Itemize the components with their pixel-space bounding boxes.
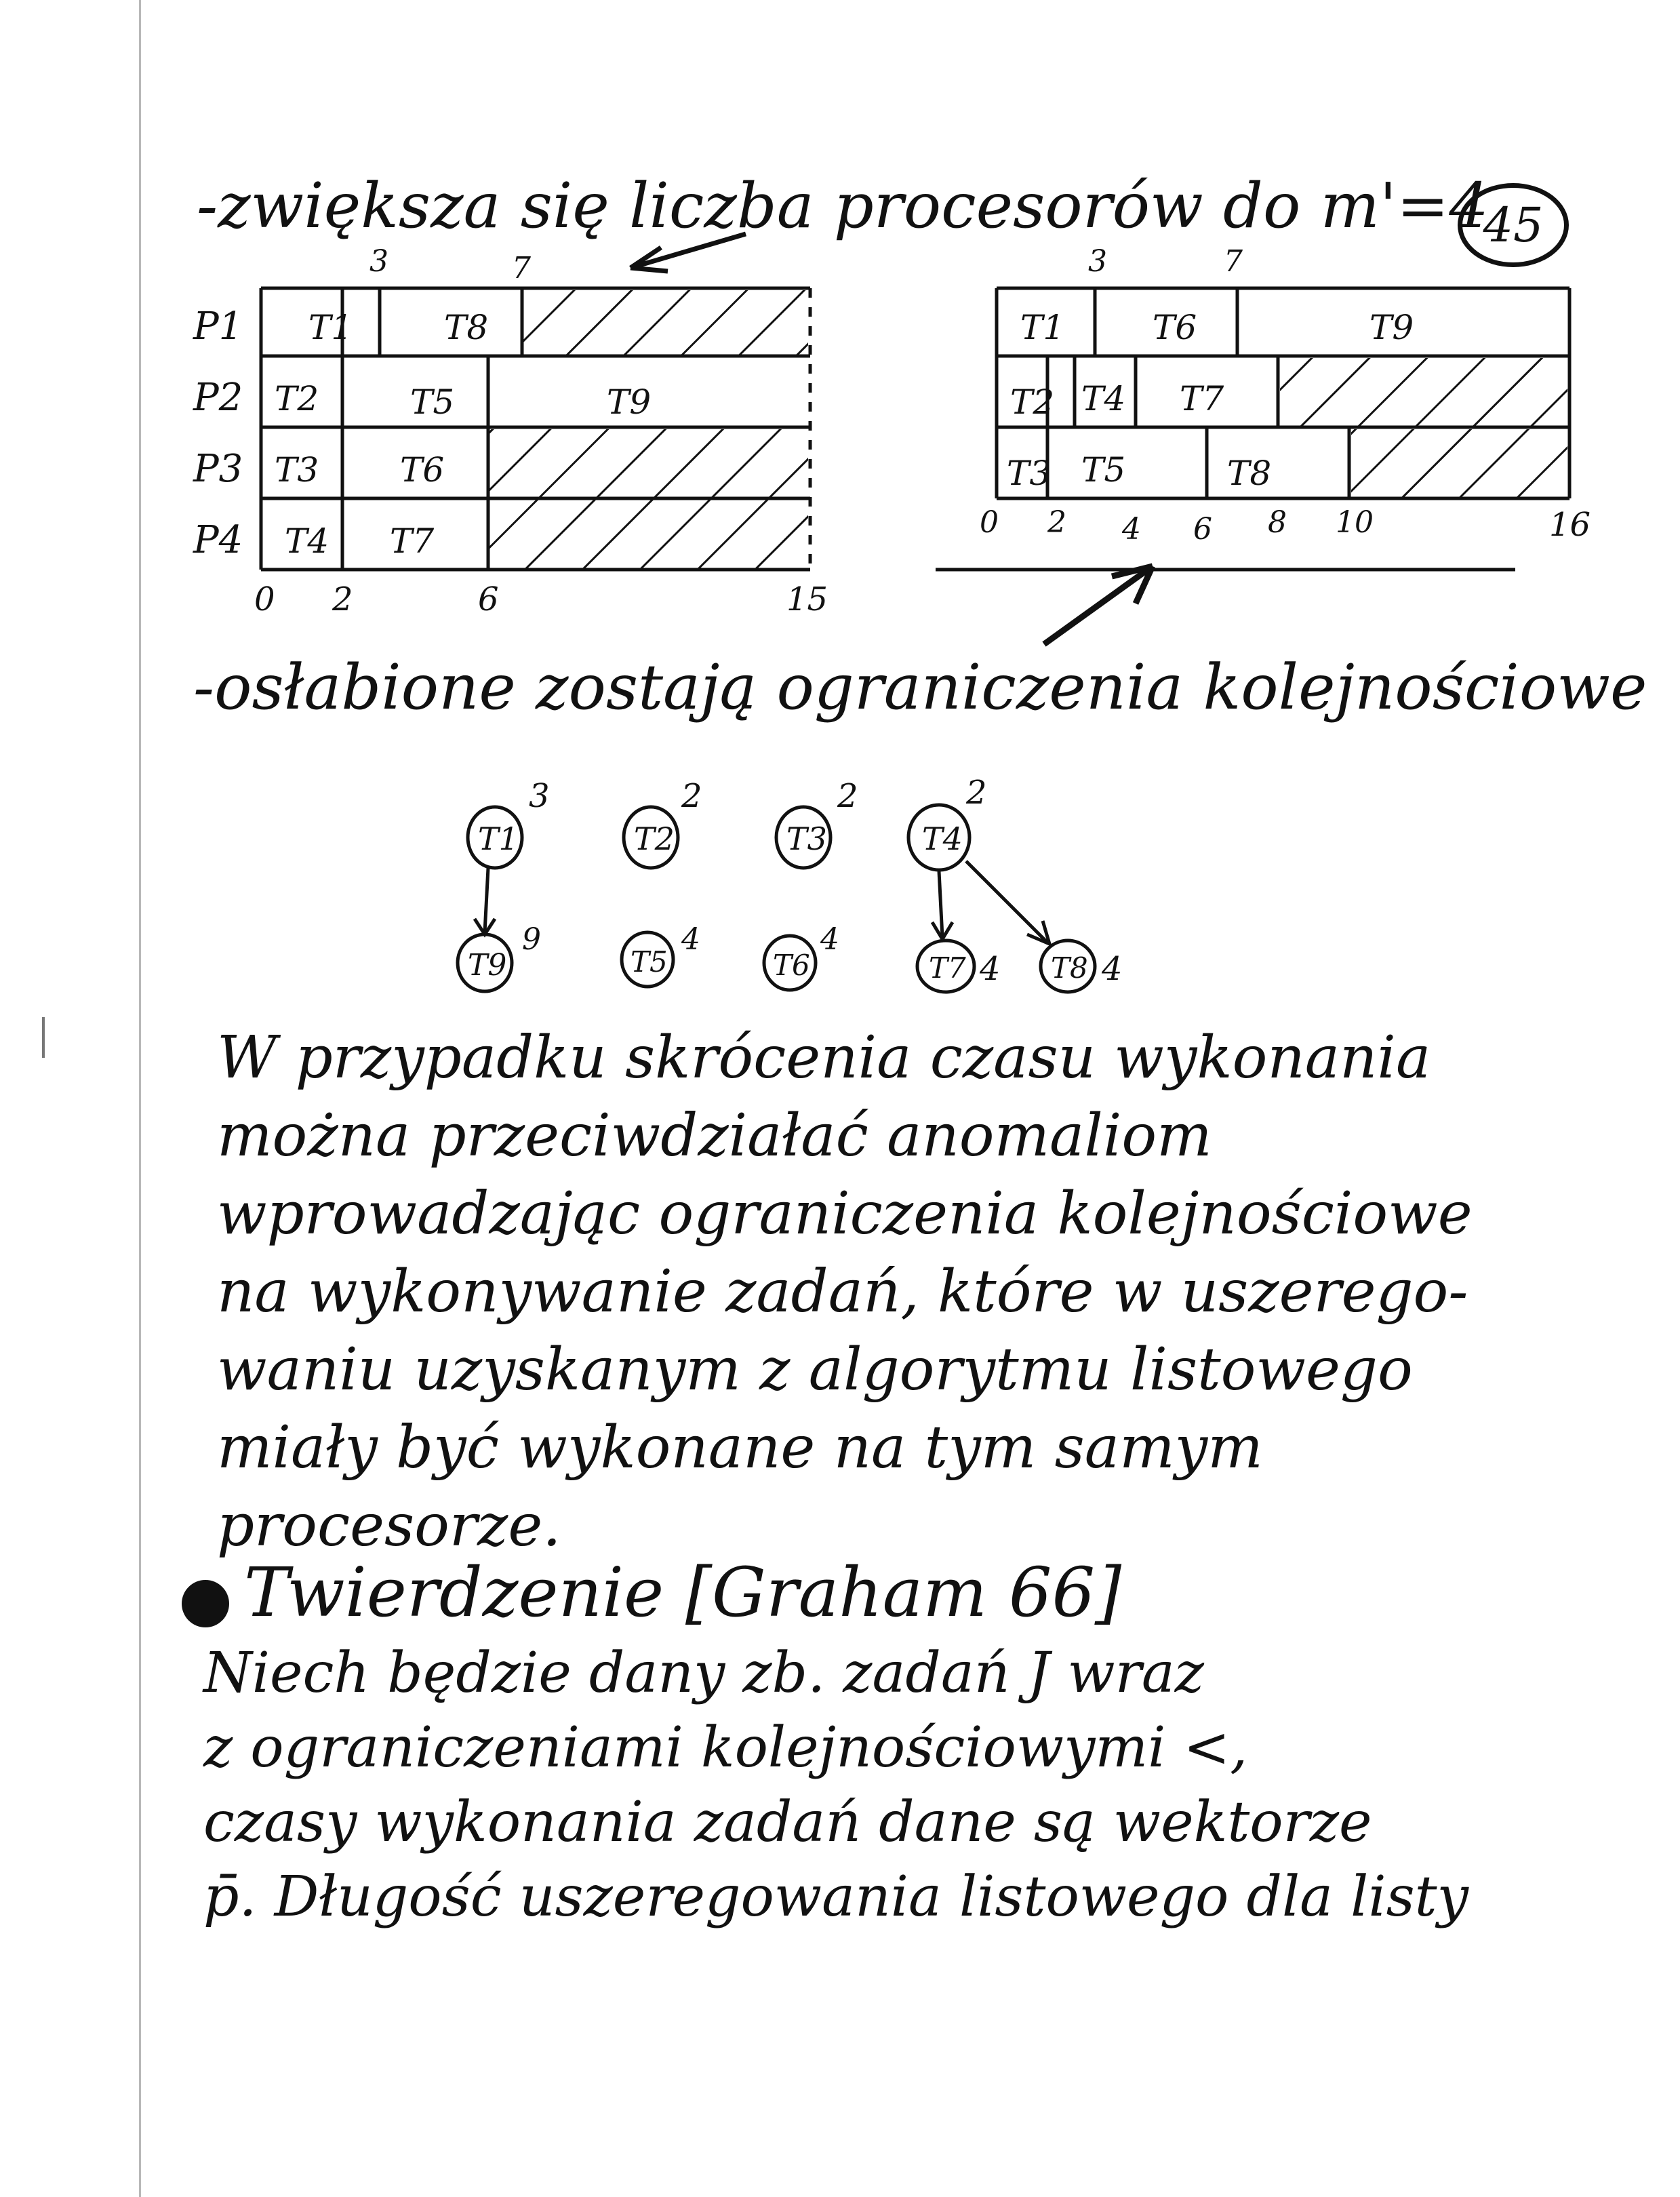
graph-node: T7	[929, 951, 966, 985]
task-label: T9	[1369, 308, 1414, 347]
graph-node: T8	[1051, 951, 1088, 985]
node-weight: 9	[522, 922, 541, 957]
task-label: T5	[1081, 450, 1126, 490]
task-label: T9	[607, 382, 652, 422]
graph-node: T3	[786, 820, 827, 857]
right-top-tick: 3	[1088, 244, 1107, 279]
node-weight: 2	[837, 777, 858, 815]
right-axis-tick: 0	[980, 505, 999, 540]
heading-processors: -zwiększa się liczba procesorów do m'=4	[197, 170, 1489, 242]
arrow-left-icon	[631, 234, 746, 271]
task-label: T5	[410, 382, 455, 422]
heading-precedence: -osłabione zostają ograniczenia kolejnościowe	[193, 651, 1647, 724]
task-label: T2	[1010, 382, 1055, 422]
paragraph-line: na wykonywanie zadań, które w uszerego-	[217, 1258, 1468, 1326]
task-label: T8	[444, 308, 489, 347]
idle-hatch	[523, 290, 808, 355]
task-label: T1	[308, 308, 353, 347]
task-label: T8	[1227, 454, 1272, 493]
task-label: T6	[400, 450, 445, 490]
left-top-tick: 7	[512, 251, 531, 285]
left-axis-tick: 0	[254, 580, 275, 618]
gantt-diagram	[0, 0, 1680, 651]
theorem-line: czasy wykonania zadań dane są wektorze	[203, 1790, 1372, 1855]
processor-label: P4	[193, 518, 243, 562]
right-top-tick: 7	[1224, 244, 1243, 279]
idle-hatch	[1351, 429, 1567, 497]
theorem-line: p̄. Długość uszeregowania listowego dla listy	[203, 1865, 1468, 1929]
task-label: T4	[285, 521, 329, 561]
processor-label: P2	[193, 376, 243, 420]
paragraph-line: procesorze.	[217, 1492, 561, 1560]
graph-node: T1	[478, 820, 519, 857]
node-weight: 4	[980, 950, 1001, 988]
paragraph-line: W przypadku skrócenia czasu wykonania	[217, 1024, 1431, 1092]
graph-node: T5	[631, 945, 668, 978]
paragraph-line: wprowadzając ograniczenia kolejnościowe	[217, 1180, 1473, 1248]
left-axis-tick: 6	[478, 580, 499, 618]
task-label: T4	[1081, 379, 1126, 418]
paragraph-line: można przeciwdziałać anomaliom	[217, 1102, 1212, 1170]
idle-hatch	[1280, 358, 1567, 426]
right-axis-tick: 8	[1268, 505, 1287, 540]
task-label: T1	[1020, 308, 1065, 347]
bullet-icon	[182, 1580, 229, 1627]
graph-node: T4	[922, 820, 963, 857]
task-label: T2	[275, 379, 319, 418]
right-axis-tick: 16	[1549, 506, 1591, 544]
node-weight: 4	[1102, 950, 1123, 988]
right-axis-tick: 2	[1047, 505, 1066, 540]
graph-node: T9	[468, 948, 507, 983]
arrow-up-icon	[1044, 566, 1153, 644]
node-weight: 3	[529, 777, 550, 815]
left-axis-tick: 15	[786, 580, 828, 618]
task-label: T6	[1153, 308, 1197, 347]
theorem-line: Niech będzie dany zb. zadań J wraz	[203, 1641, 1204, 1705]
paragraph-line: waniu uzyskanym z algorytmu listowego	[217, 1336, 1413, 1404]
processor-label: P3	[193, 447, 243, 491]
margin-mark	[42, 1017, 45, 1058]
precedence-graph	[0, 759, 1680, 1017]
theorem-title: Twierdzenie [Graham 66]	[244, 1553, 1122, 1632]
node-weight: 4	[820, 922, 839, 957]
task-label: T3	[1007, 454, 1052, 493]
processor-label: P1	[193, 304, 243, 349]
task-label: T7	[1180, 379, 1224, 418]
page-number: 45	[1458, 183, 1569, 267]
left-top-tick: 3	[369, 244, 388, 279]
right-axis-tick: 4	[1122, 512, 1141, 547]
right-axis-tick: 6	[1193, 512, 1212, 547]
node-weight: 2	[966, 774, 987, 812]
graph-node: T2	[634, 820, 675, 857]
idle-hatch	[489, 429, 808, 568]
graph-node: T6	[773, 949, 810, 982]
left-axis-tick: 2	[332, 580, 353, 618]
paragraph-line: miały być wykonane na tym samym	[217, 1414, 1263, 1482]
theorem-line: z ograniczeniami kolejnościowymi <,	[203, 1716, 1248, 1780]
task-label: T7	[390, 521, 435, 561]
right-axis-tick: 10	[1336, 505, 1374, 540]
node-weight: 4	[681, 922, 700, 957]
node-weight: 2	[681, 777, 702, 815]
task-label: T3	[275, 450, 319, 490]
